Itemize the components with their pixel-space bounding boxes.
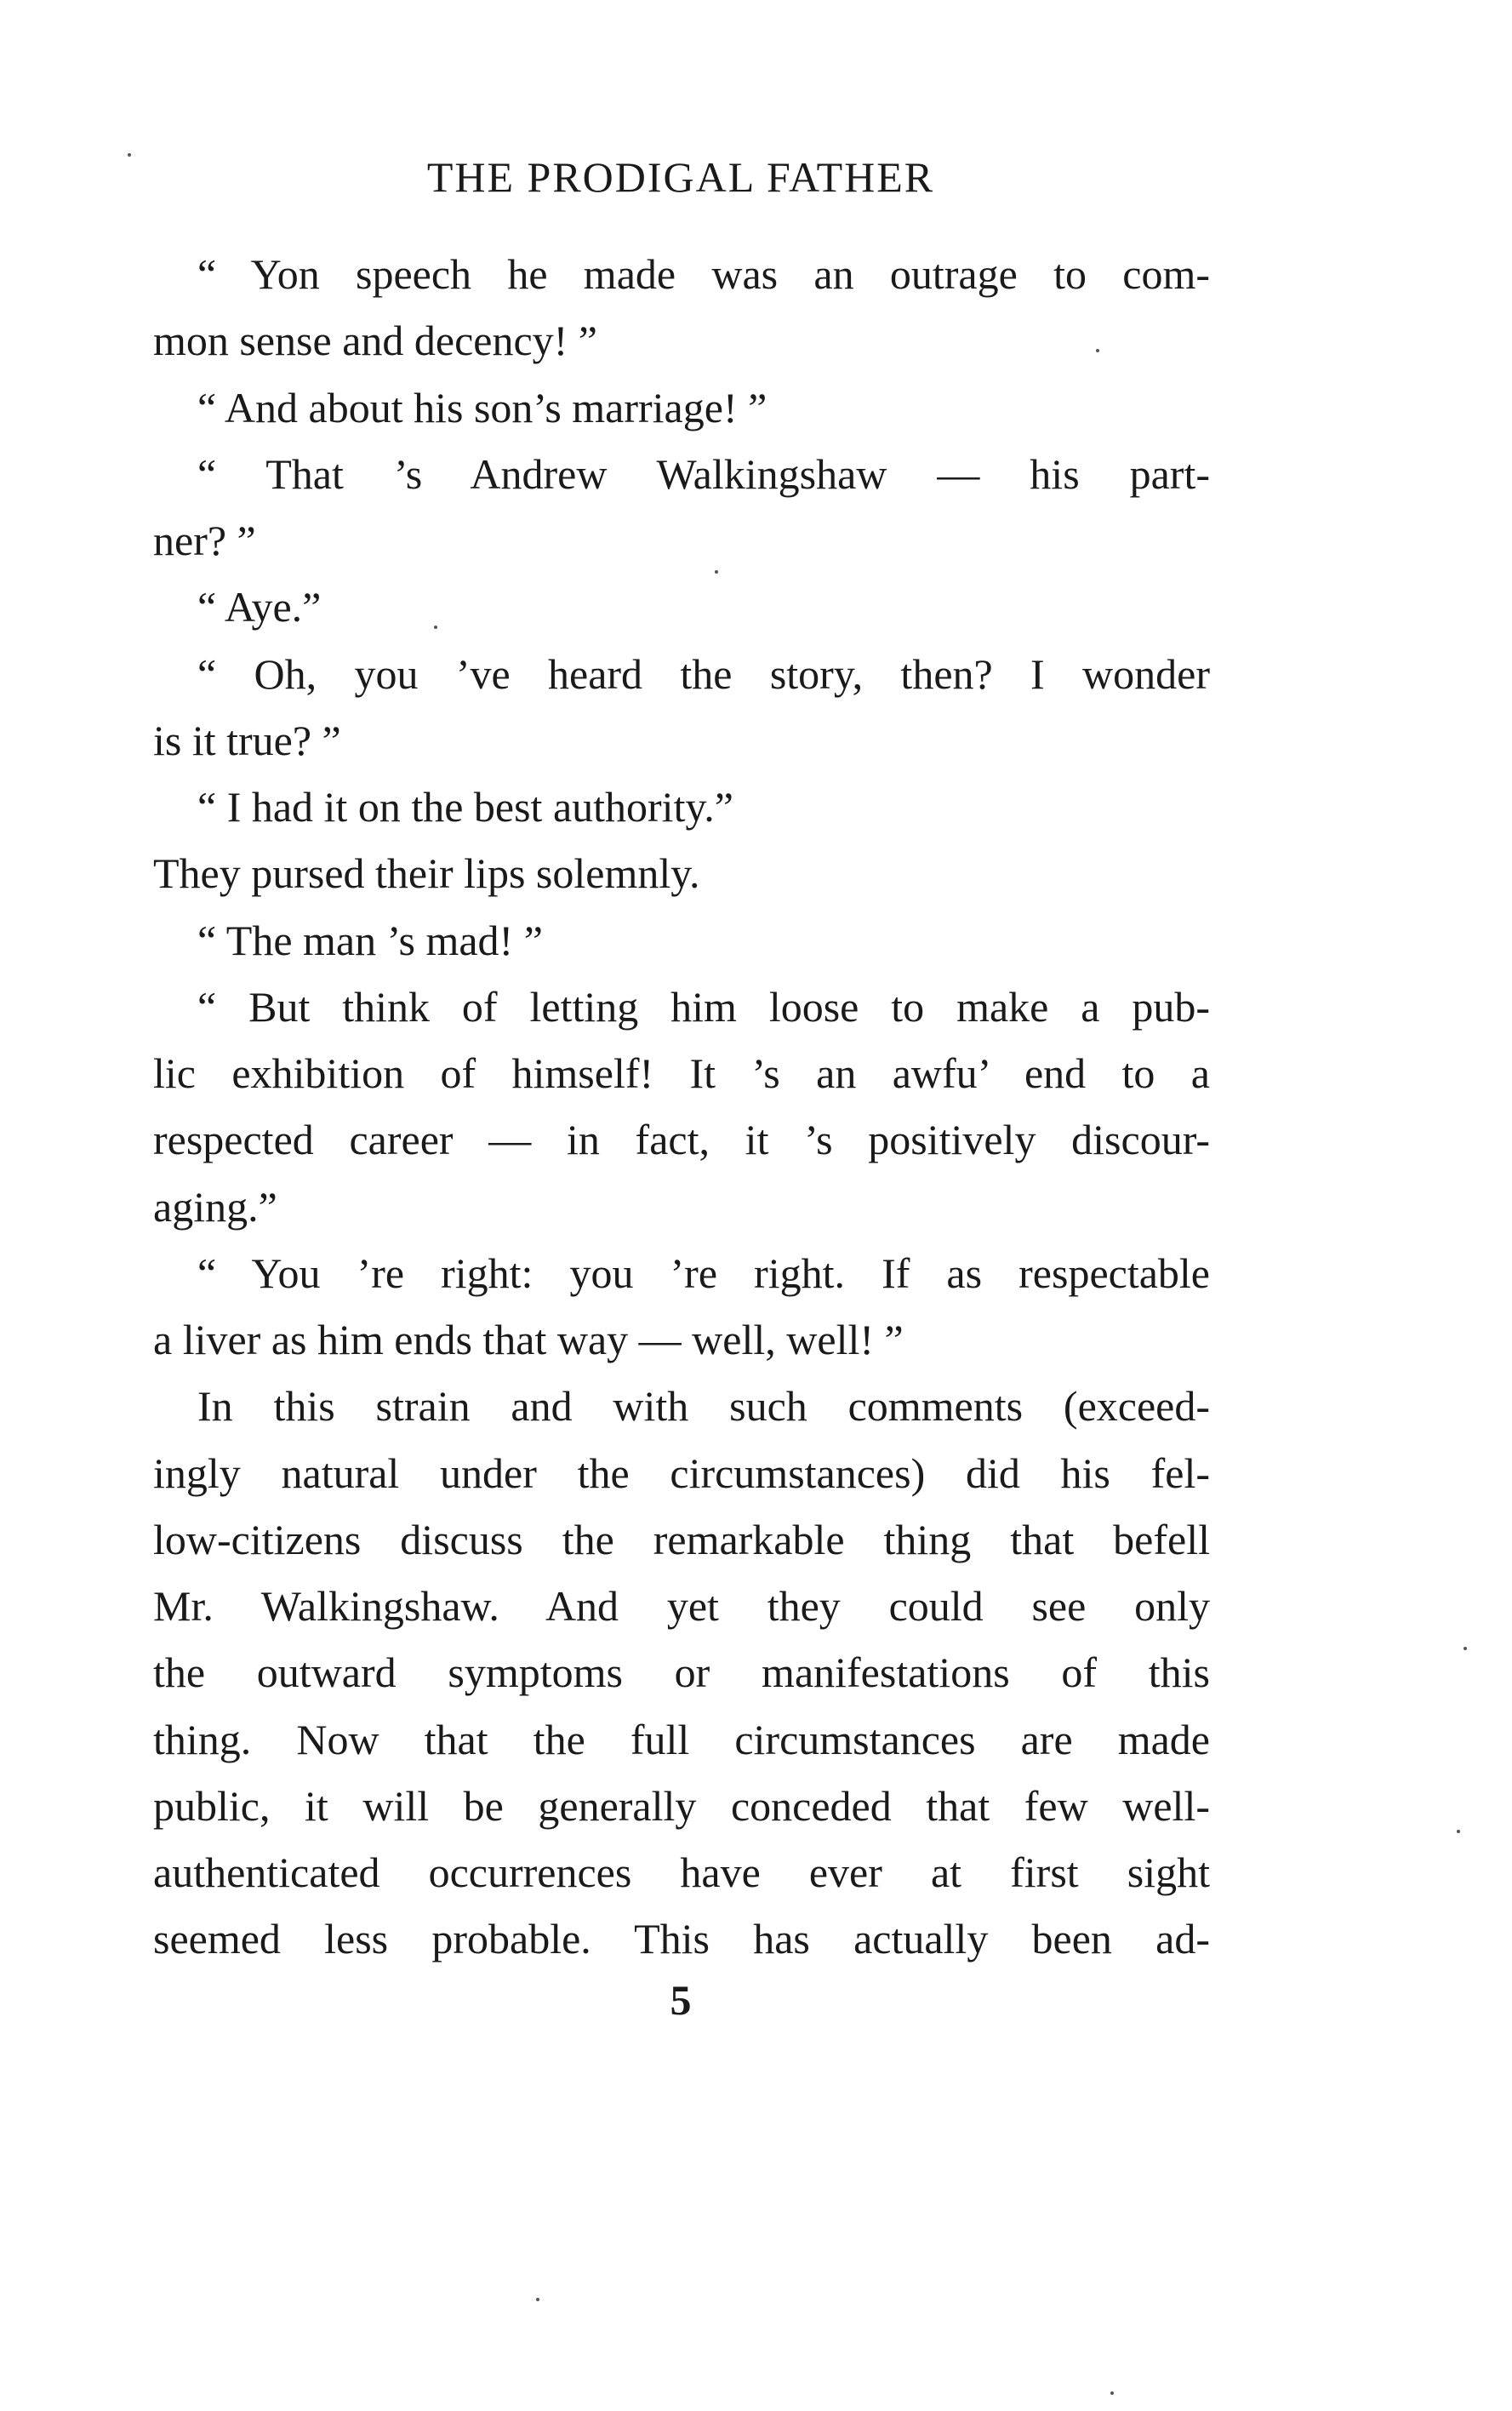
text-line: In this strain and with such comments (exceed- bbox=[197, 1382, 1210, 1430]
paper-speck bbox=[1457, 1830, 1460, 1833]
text-line: “ Yon speech he made was an outrage to com- bbox=[197, 250, 1210, 298]
text-line: They pursed their lips solemnly. bbox=[153, 849, 700, 897]
text-line: low-citizens discuss the remarkable thing that befell bbox=[153, 1516, 1210, 1563]
paper-speck bbox=[1464, 1647, 1467, 1650]
text-line: “ But think of letting him loose to make a pub- bbox=[197, 983, 1210, 1031]
text-line: ner? ” bbox=[153, 517, 256, 564]
text-line: thing. Now that the full circumstances are made bbox=[153, 1716, 1210, 1763]
text-line: “ I had it on the best authority.” bbox=[197, 783, 733, 831]
text-line: seemed less probable. This has actually been ad- bbox=[153, 1915, 1210, 1963]
page-number: 5 bbox=[670, 1976, 692, 2024]
text-line: aging.” bbox=[153, 1183, 277, 1231]
text-line: lic exhibition of himself! It ’s an awfu’ end to a bbox=[153, 1049, 1210, 1097]
text-line: is it true? ” bbox=[153, 717, 341, 764]
text-line: respected career — in fact, it ’s positively discour- bbox=[153, 1116, 1210, 1163]
text-line: “ The man ’s mad! ” bbox=[197, 917, 543, 964]
text-line: “ Oh, you ’ve heard the story, then? I wonder bbox=[197, 650, 1210, 698]
text-line: authenticated occurrences have ever at first sight bbox=[153, 1848, 1210, 1896]
text-line: the outward symptoms or manifestations of this bbox=[153, 1648, 1210, 1696]
paper-speck bbox=[1110, 2391, 1114, 2395]
running-head: THE PRODIGAL FATHER bbox=[426, 153, 935, 201]
text-line: a liver as him ends that way — well, well! ” bbox=[153, 1316, 904, 1363]
paper-speck bbox=[434, 626, 437, 629]
text-line: “ Aye.” bbox=[197, 583, 322, 631]
text-line: ingly natural under the circumstances) did his fel- bbox=[153, 1449, 1210, 1497]
paper-speck bbox=[1096, 349, 1099, 352]
text-line: “ You ’re right: you ’re right. If as respectable bbox=[197, 1249, 1210, 1297]
text-line: “ That ’s Andrew Walkingshaw — his part- bbox=[197, 450, 1210, 498]
paper-speck bbox=[128, 153, 131, 157]
text-line: mon sense and decency! ” bbox=[153, 317, 597, 364]
text-line: Mr. Walkingshaw. And yet they could see only bbox=[153, 1582, 1210, 1630]
paper-speck bbox=[715, 570, 718, 574]
text-line: “ And about his son’s marriage! ” bbox=[197, 384, 767, 431]
paper-speck bbox=[536, 2298, 539, 2301]
text-line: public, it will be generally conceded that few well- bbox=[153, 1782, 1210, 1830]
